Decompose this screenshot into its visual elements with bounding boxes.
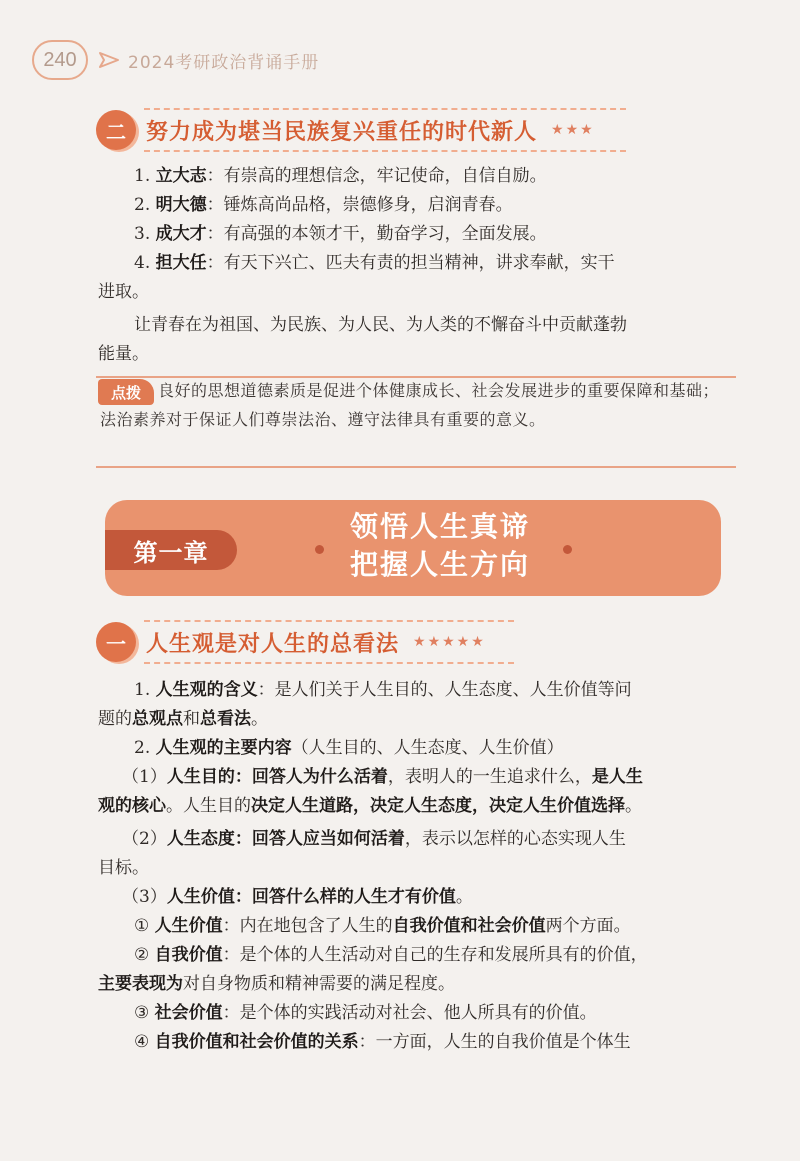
paragraph: （1）人生目的：回答人为什么活着，表明人的一生追求什么，是人生 xyxy=(122,767,643,787)
list-item-continuation: 主要表现为对自身物质和精神需要的满足程度。 xyxy=(98,974,455,994)
paragraph: 1. 人生观的含义：是人们关于人生目的、人生态度、人生价值等问 xyxy=(134,680,632,700)
list-item: ③ 社会价值：是个体的实践活动对社会、他人所具有的价值。 xyxy=(134,1003,597,1023)
decorative-dot xyxy=(563,545,572,554)
paragraph: 让青春在为祖国、为民族、为人民、为人类的不懈奋斗中贡献蓬勃 xyxy=(134,315,627,335)
list-item-continuation: 进取。 xyxy=(98,282,149,302)
book-title: 2024考研政治背诵手册 xyxy=(128,52,320,73)
divider xyxy=(144,108,626,110)
page-header xyxy=(32,38,319,82)
paragraph-continuation: 题的总观点和总看法。 xyxy=(98,709,268,729)
paragraph-continuation: 观的核心。人生目的决定人生道路，决定人生态度，决定人生价值选择。 xyxy=(98,796,642,816)
importance-stars: ★★★★★ xyxy=(413,634,486,650)
list-item: ① 人生价值：内在地包含了人生的自我价值和社会价值两个方面。 xyxy=(134,916,631,936)
tip-tag: 点拨 xyxy=(98,379,154,405)
paragraph: （2）人生态度：回答人应当如何活着，表示以怎样的心态实现人生 xyxy=(122,829,626,849)
list-item: 4. 担大任：有天下兴亡、匹夫有责的担当精神，讲求奉献，实干 xyxy=(134,253,615,273)
paragraph-continuation: 目标。 xyxy=(98,858,149,878)
tip-box xyxy=(96,376,736,468)
list-item: ② 自我价值：是个体的人生活动对自己的生存和发展所具有的价值， xyxy=(134,945,648,965)
page-number: 240 xyxy=(32,40,88,80)
tip-text: 良好的思想道德素质是促进个体健康成长、社会发展进步的重要保障和基础；法治素养对于保证人们尊崇法治、遵守法律具有重要的意义。 xyxy=(100,381,720,429)
paragraph: （3）人生价值：回答什么样的人生才有价值。 xyxy=(122,887,473,907)
chapter-title-line: 领悟人生真谛 xyxy=(349,510,530,543)
paragraph: 2. 人生观的主要内容（人生目的、人生态度、人生价值） xyxy=(134,738,564,758)
chapter-label: 第一章 xyxy=(105,530,237,570)
chapter-title-line: 把握人生方向 xyxy=(349,548,530,581)
divider xyxy=(96,466,736,468)
divider xyxy=(144,620,514,622)
list-item: ④ 自我价值和社会价值的关系：一方面，人生的自我价值是个体生 xyxy=(134,1032,631,1052)
decorative-dot xyxy=(315,545,324,554)
list-item: 2. 明大德：锤炼高尚品格，崇德修身，启润青春。 xyxy=(134,195,513,215)
divider xyxy=(144,150,626,152)
section-title: 努力成为堪当民族复兴重任的时代新人 xyxy=(146,119,538,145)
section-title: 人生观是对人生的总看法 xyxy=(146,631,400,657)
chapter-banner xyxy=(105,500,721,596)
section-heading-2 xyxy=(96,108,626,152)
paragraph: 能量。 xyxy=(98,344,149,364)
section-number-badge: 一 xyxy=(96,622,136,662)
list-item: 1. 立大志：有崇高的理想信念，牢记使命，自信自励。 xyxy=(134,166,547,186)
section-heading-1 xyxy=(96,620,514,664)
chapter-title xyxy=(335,508,545,584)
divider xyxy=(144,662,514,664)
paper-plane-icon xyxy=(98,49,120,71)
section-number-badge: 二 xyxy=(96,110,136,150)
importance-stars: ★★★ xyxy=(551,122,595,138)
list-item: 3. 成大才：有高强的本领才干，勤奋学习，全面发展。 xyxy=(134,224,547,244)
